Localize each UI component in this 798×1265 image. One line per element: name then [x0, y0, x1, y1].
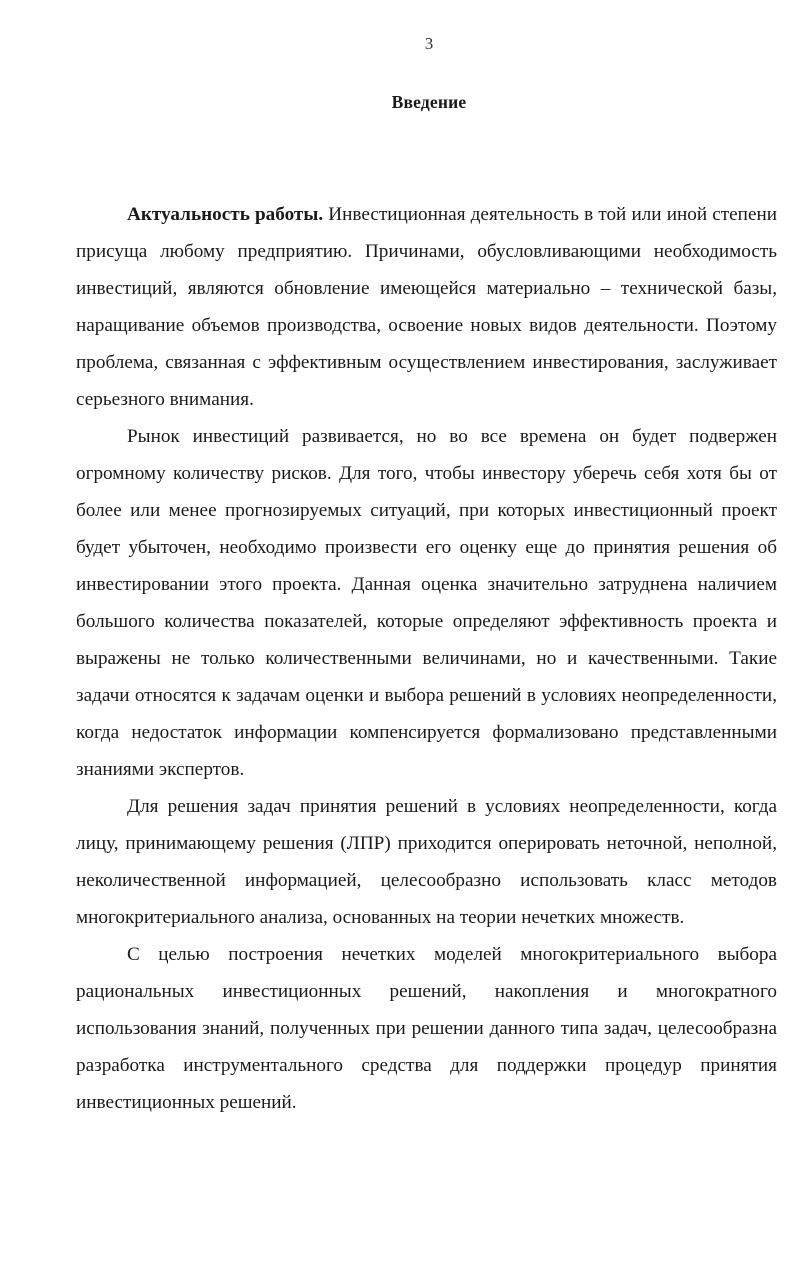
body-text [76, 196, 777, 1121]
paragraph-methods: Для решения задач принятия решений в условиях неопределенности, когда лицу, принимающему решения (ЛПР) приходится оперировать неточной, неполной, неколичественной информацией, целесообразно использовать класс методов многокритериального анализа, основанных на теории нечетких множеств. [76, 796, 777, 928]
paragraph-lead: Актуальность работы. [127, 204, 324, 225]
paragraph-text: Инвестиционная деятельность в той или иной степени присуща любому предприятию. Причинами, обусловливающими необходимость инвестиций, являются обновление имеющейся материально – технической базы, наращивание объемов производства, освоение новых видов деятельности. Поэтому проблема, связанная с эффективным осуществлением инвестирования, заслуживает серьезного внимания. [76, 204, 777, 410]
paragraph-relevance [76, 196, 777, 418]
section-heading: Введение [391, 92, 467, 112]
page-number: 3 [424, 34, 434, 53]
paragraph-goal: С целью построения нечетких моделей многокритериального выбора рациональных инвестиционных решений, накопления и многократного использования знаний, полученных при решении данного типа задач, целесообразна разработка инструментального средства для поддержки процедур принятия инвестиционных решений. [76, 944, 777, 1113]
paragraph-market: Рынок инвестиций развивается, но во все времена он будет подвержен огромному количеству рисков. Для того, чтобы инвестору уберечь себя хотя бы от более или менее прогнозируемых ситуаций, при которых инвестиционный проект будет убыточен, необходимо произвести его оценку еще до принятия решения об инвестировании этого проекта. Данная оценка значительно затруднена наличием большого количества показателей, которые определяют эффективность проекта и выражены не только количественными величинами, но и качественными. Такие задачи относятся к задачам оценки и выбора решений в условиях неопределенности, когда недостаток информации компенсируется формализовано представленными знаниями экспертов. [76, 426, 777, 780]
